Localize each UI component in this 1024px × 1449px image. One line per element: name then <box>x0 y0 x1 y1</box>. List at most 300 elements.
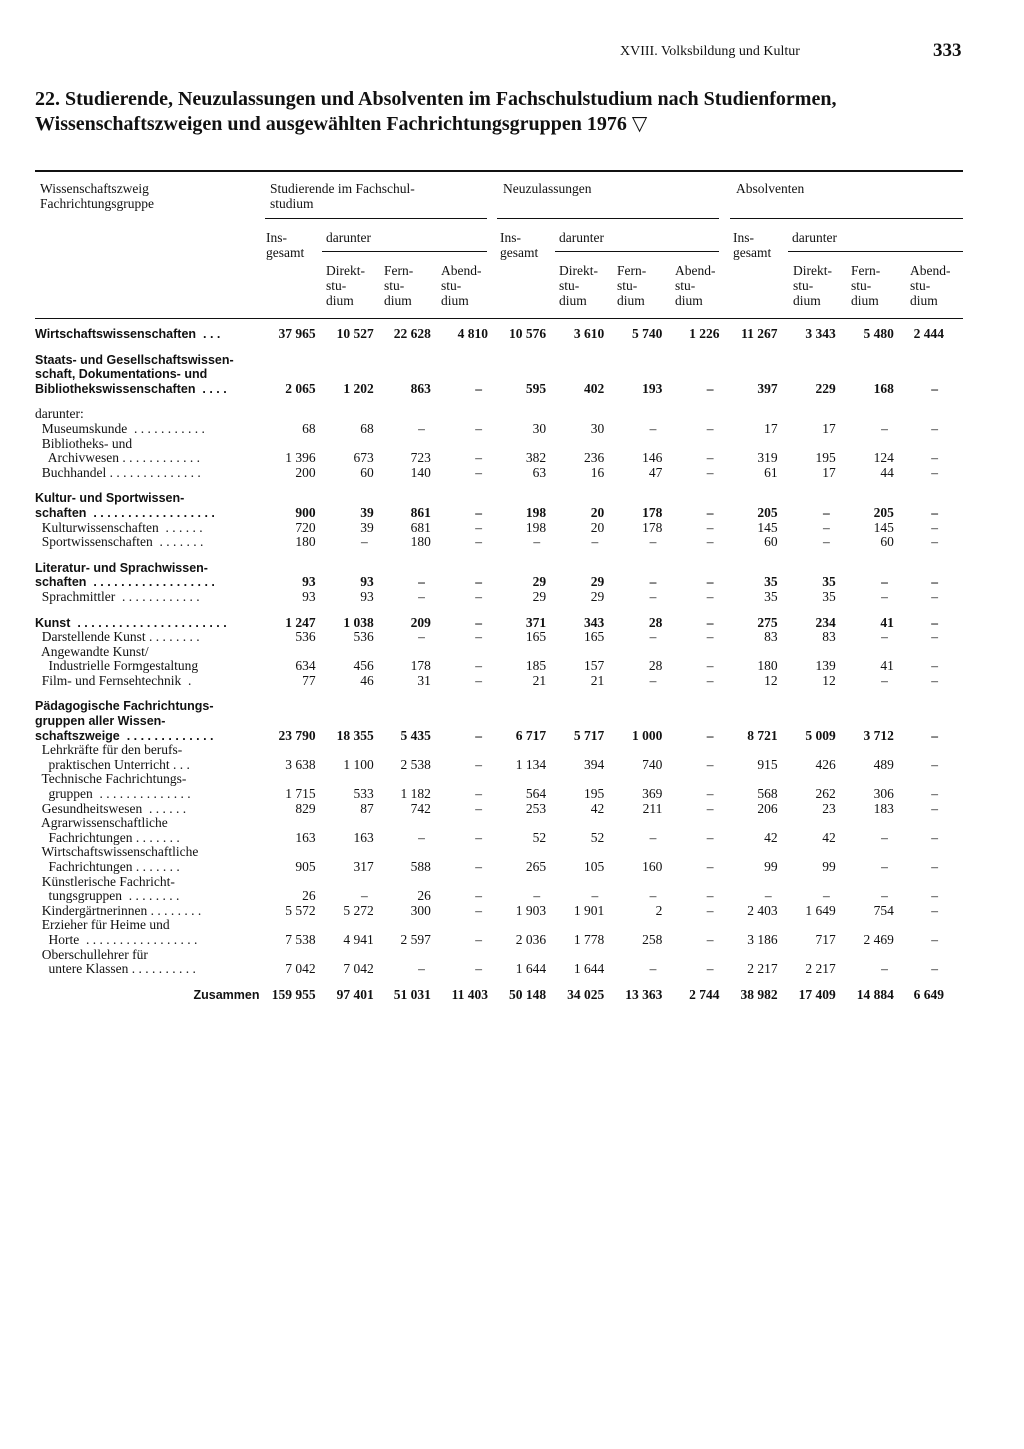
group-row <box>35 367 950 382</box>
table-row <box>35 535 950 550</box>
value-cell <box>668 367 725 382</box>
value-cell: – <box>475 381 482 396</box>
value-cell: – <box>475 728 482 743</box>
table-title-line-1: 22. Studierende, Neuzulassungen und Absolventen im Fachschulstudium nach Studienformen, <box>35 88 837 110</box>
value-cell: – <box>649 421 657 436</box>
value-cell <box>610 845 668 860</box>
value-cell: 28 <box>648 659 663 674</box>
value-cell <box>263 645 321 660</box>
value-cell: 29 <box>590 589 605 604</box>
value-cell: 35 <box>822 589 836 604</box>
insgesamt-line-1: Ins- <box>500 230 521 245</box>
row-label: Kultur- und Sportwissen- <box>35 491 185 506</box>
abend-header <box>675 263 716 308</box>
value-cell: 51 031 <box>393 987 431 1002</box>
value-cell: – <box>706 757 714 772</box>
value-cell: – <box>475 535 482 550</box>
value-cell: 93 <box>360 589 374 604</box>
value-cell: – <box>475 505 482 520</box>
value-cell: – <box>931 673 938 688</box>
value-cell: 21 <box>532 673 547 688</box>
value-cell: – <box>591 889 599 904</box>
value-cell <box>380 437 437 452</box>
value-cell <box>842 561 900 576</box>
value-cell <box>437 491 494 506</box>
value-cell: 265 <box>525 860 547 874</box>
value-cell: 3 343 <box>805 327 836 341</box>
value-cell <box>900 645 950 660</box>
table-row <box>35 743 950 758</box>
value-cell: – <box>931 787 938 802</box>
value-cell <box>725 816 783 831</box>
spacer-row <box>35 480 950 491</box>
value-cell: 236 <box>583 451 605 466</box>
row-label: Wirtschaftswissenschaftliche <box>35 845 199 860</box>
value-cell <box>494 772 552 787</box>
value-cell <box>610 645 668 660</box>
value-cell <box>380 743 437 758</box>
value-cell: – <box>931 801 938 816</box>
row-label: Buchhandel . . . . . . . . . . . . . . <box>35 465 201 480</box>
value-cell: 394 <box>583 757 605 772</box>
value-cell: 2 538 <box>400 757 431 772</box>
value-cell: – <box>931 889 938 904</box>
table-row <box>35 407 950 422</box>
darunter-rule-studierende <box>322 251 487 252</box>
value-cell <box>725 367 783 382</box>
value-cell: 38 982 <box>740 987 778 1002</box>
value-cell <box>322 491 380 506</box>
value-cell: – <box>706 728 714 743</box>
value-cell <box>784 699 842 714</box>
value-cell: 23 790 <box>278 728 316 743</box>
value-cell <box>725 699 783 714</box>
value-cell: 180 <box>410 535 431 550</box>
value-cell: 740 <box>642 757 663 772</box>
value-cell <box>494 714 552 729</box>
value-cell: 2 444 <box>913 327 944 341</box>
table-row <box>35 816 950 831</box>
value-cell: – <box>475 903 482 918</box>
value-cell <box>725 714 783 729</box>
value-cell: 3 186 <box>747 932 778 947</box>
table-row <box>35 845 950 860</box>
value-cell: 2 217 <box>747 962 778 977</box>
table-row <box>35 674 950 689</box>
row-label: darunter: <box>35 407 84 422</box>
value-cell <box>322 816 380 831</box>
table-row <box>35 590 950 605</box>
value-cell: 536 <box>295 630 316 645</box>
row-label: Film- und Fernsehtechnik . <box>35 673 192 688</box>
value-cell: 29 <box>590 575 605 590</box>
value-cell: – <box>706 673 714 688</box>
value-cell: 99 <box>764 860 778 874</box>
value-cell <box>784 816 842 831</box>
abend-line-2: stu- <box>910 278 931 293</box>
value-cell: 178 <box>410 659 431 674</box>
value-cell <box>552 875 610 890</box>
value-cell: 673 <box>353 451 374 466</box>
value-cell: – <box>881 860 888 874</box>
value-cell: – <box>360 535 368 550</box>
table-row <box>35 659 950 674</box>
value-cell: 35 <box>764 575 778 590</box>
fern-line-1: Fern- <box>851 263 881 278</box>
value-cell: 93 <box>302 589 316 604</box>
value-cell <box>900 561 950 576</box>
value-cell: 42 <box>822 830 836 845</box>
value-cell <box>668 561 725 576</box>
value-cell: 1 134 <box>515 757 547 772</box>
value-cell: 456 <box>353 659 374 674</box>
value-cell: 13 363 <box>625 987 663 1002</box>
value-cell <box>380 491 437 506</box>
value-cell <box>552 367 610 382</box>
value-cell <box>494 918 552 933</box>
value-cell: 205 <box>757 505 778 520</box>
value-cell: 2 <box>655 903 663 918</box>
fern-line-2: stu- <box>384 278 405 293</box>
row-label: Gesundheitswesen . . . . . . <box>35 801 187 816</box>
value-cell <box>380 353 437 368</box>
value-cell: – <box>881 673 888 688</box>
value-cell <box>842 367 900 382</box>
spacer-cell <box>35 480 950 491</box>
table-row <box>35 758 950 773</box>
value-cell: 47 <box>648 465 663 480</box>
value-cell <box>900 845 950 860</box>
value-cell: 1 901 <box>573 903 605 918</box>
value-cell: 93 <box>302 575 316 590</box>
value-cell: 198 <box>525 520 547 535</box>
group-rule-studierende <box>265 218 487 219</box>
table-row <box>35 521 950 536</box>
abend-line-1: Abend- <box>441 263 482 278</box>
value-cell: 165 <box>583 630 605 645</box>
value-cell <box>784 714 842 729</box>
value-cell: 77 <box>302 673 316 688</box>
value-cell <box>610 353 668 368</box>
running-title: XVIII. Volksbildung und Kultur <box>620 44 800 59</box>
value-cell <box>494 645 552 660</box>
value-cell <box>668 845 725 860</box>
value-cell: – <box>418 830 425 845</box>
value-cell: 1 644 <box>515 962 547 977</box>
row-label: Erzieher für Heime und <box>35 918 170 933</box>
value-cell <box>668 772 725 787</box>
value-cell: 915 <box>757 757 778 772</box>
value-cell: – <box>475 932 482 947</box>
value-cell: – <box>649 889 657 904</box>
value-cell: 1 100 <box>343 757 374 772</box>
value-cell <box>263 772 321 787</box>
row-label: Lehrkräfte für den berufs- <box>35 743 183 758</box>
value-cell: – <box>931 535 938 550</box>
group-header-absolventen-line-1: Absolventen <box>736 181 805 196</box>
value-cell <box>610 918 668 933</box>
value-cell: 1 182 <box>400 787 431 802</box>
table-title <box>35 87 975 137</box>
value-cell <box>494 437 552 452</box>
value-cell: 28 <box>648 615 663 630</box>
value-cell <box>552 645 610 660</box>
value-cell: 588 <box>410 860 431 874</box>
value-cell: 426 <box>815 757 836 772</box>
value-cell <box>842 491 900 506</box>
value-cell: 68 <box>360 421 374 436</box>
value-cell: 402 <box>583 381 605 396</box>
page-number: 333 <box>933 40 962 61</box>
spacer-row <box>35 396 950 407</box>
value-cell <box>725 743 783 758</box>
value-cell <box>494 491 552 506</box>
value-cell: 52 <box>590 830 605 845</box>
value-cell <box>900 948 950 963</box>
value-cell <box>668 816 725 831</box>
value-cell: 12 <box>764 673 778 688</box>
group-row <box>35 491 950 506</box>
value-cell: 2 744 <box>689 987 720 1002</box>
value-cell <box>322 699 380 714</box>
insgesamt-line-1: Ins- <box>266 230 287 245</box>
row-label: Technische Fachrichtungs- <box>35 772 187 787</box>
value-cell: 262 <box>815 787 836 802</box>
value-cell <box>784 437 842 452</box>
value-cell <box>322 645 380 660</box>
statistics-table-body <box>35 327 950 1002</box>
abend-header <box>910 263 951 308</box>
fern-line-3: dium <box>851 293 879 308</box>
value-cell: 2 403 <box>747 903 778 918</box>
value-cell: 20 <box>590 505 605 520</box>
group-header-studierende-line-2: studium <box>270 196 314 211</box>
statistics-table <box>35 327 950 1002</box>
value-cell <box>725 875 783 890</box>
value-cell: – <box>931 860 938 874</box>
value-cell: 1 715 <box>285 787 316 802</box>
value-cell: 14 884 <box>856 987 894 1002</box>
darunter-header: darunter <box>792 230 837 245</box>
value-cell: 23 <box>822 801 836 816</box>
value-cell: 50 148 <box>508 987 547 1002</box>
darunter-rule-absolventen <box>788 251 963 252</box>
value-cell: – <box>881 421 888 436</box>
value-cell: – <box>706 889 714 904</box>
value-cell: 17 <box>822 465 836 480</box>
value-cell <box>725 353 783 368</box>
value-cell <box>380 918 437 933</box>
value-cell: 533 <box>353 787 374 802</box>
value-cell <box>263 407 321 422</box>
value-cell: – <box>706 615 714 630</box>
value-cell <box>263 875 321 890</box>
fern-line-1: Fern- <box>617 263 647 278</box>
value-cell: – <box>649 589 657 604</box>
group-header-neuzulassungen <box>503 181 591 196</box>
value-cell: 18 355 <box>336 728 374 743</box>
value-cell: 306 <box>873 787 894 802</box>
value-cell <box>263 367 321 382</box>
row-label: Darstellende Kunst . . . . . . . . <box>35 630 200 645</box>
value-cell: – <box>931 589 938 604</box>
value-cell <box>900 491 950 506</box>
value-cell: 42 <box>764 830 778 845</box>
value-cell: – <box>881 630 888 645</box>
value-cell: 29 <box>532 589 547 604</box>
value-cell <box>842 772 900 787</box>
value-cell: 7 538 <box>285 932 316 947</box>
value-cell: 17 <box>764 421 778 436</box>
value-cell <box>784 407 842 422</box>
value-cell: 16 <box>590 465 605 480</box>
value-cell <box>380 645 437 660</box>
value-cell: – <box>881 575 888 590</box>
value-cell: – <box>931 728 938 743</box>
value-cell <box>842 437 900 452</box>
value-cell: 343 <box>583 615 605 630</box>
value-cell: 397 <box>757 381 778 396</box>
value-cell <box>842 645 900 660</box>
value-cell: 253 <box>525 801 547 816</box>
abend-line-3: dium <box>441 293 469 308</box>
value-cell <box>380 948 437 963</box>
value-cell: 29 <box>532 575 547 590</box>
direkt-line-1: Direkt- <box>793 263 832 278</box>
row-label: schaften . . . . . . . . . . . . . . . . . . <box>35 575 215 590</box>
value-cell: 258 <box>642 932 663 947</box>
value-cell <box>380 875 437 890</box>
value-cell <box>263 714 321 729</box>
insgesamt-line-2: gesamt <box>500 245 539 260</box>
insgesamt-header <box>733 230 771 260</box>
value-cell <box>263 437 321 452</box>
value-cell <box>437 875 494 890</box>
stub-header-line-1: Wissenschaftszweig <box>40 181 149 196</box>
value-cell: – <box>649 962 657 977</box>
value-cell <box>725 918 783 933</box>
row-label: Zusammen <box>193 987 260 1002</box>
table-row <box>35 437 950 452</box>
value-cell <box>610 772 668 787</box>
value-cell: 46 <box>360 673 374 688</box>
value-cell <box>610 367 668 382</box>
value-cell <box>784 491 842 506</box>
value-cell: 26 <box>302 889 316 904</box>
value-cell: – <box>706 962 714 977</box>
value-cell: – <box>706 830 714 845</box>
value-cell: – <box>822 520 830 535</box>
spacer-row <box>35 342 950 353</box>
value-cell: – <box>649 575 657 590</box>
value-cell: 681 <box>410 520 431 535</box>
value-cell: – <box>475 801 482 816</box>
value-cell: 140 <box>410 465 431 480</box>
value-cell: 6 717 <box>515 728 547 743</box>
value-cell: 723 <box>410 451 431 466</box>
value-cell: 193 <box>642 381 663 396</box>
value-cell: 21 <box>590 673 605 688</box>
direkt-header <box>326 263 365 308</box>
value-cell: – <box>533 535 541 550</box>
row-label: Oberschullehrer für <box>35 947 148 962</box>
value-cell: – <box>706 505 714 520</box>
group-row <box>35 699 950 714</box>
value-cell: – <box>931 451 938 466</box>
value-cell <box>322 845 380 860</box>
value-cell: 168 <box>873 381 894 396</box>
value-cell: – <box>591 535 599 550</box>
value-cell: – <box>706 630 714 645</box>
value-cell: 11 267 <box>741 327 778 341</box>
value-cell: – <box>475 673 482 688</box>
value-cell: 5 272 <box>343 903 374 918</box>
value-cell: 195 <box>815 451 836 466</box>
value-cell <box>900 437 950 452</box>
value-cell: 200 <box>295 465 316 480</box>
value-cell: 20 <box>590 520 605 535</box>
value-cell <box>668 645 725 660</box>
value-cell: 317 <box>353 860 374 874</box>
value-cell <box>263 948 321 963</box>
value-cell: – <box>475 421 482 436</box>
value-cell: 234 <box>815 615 836 630</box>
value-cell: 1 247 <box>285 615 316 630</box>
value-cell <box>437 645 494 660</box>
table-row <box>35 630 950 645</box>
value-cell: 742 <box>410 801 431 816</box>
value-cell: – <box>706 451 714 466</box>
value-cell <box>322 407 380 422</box>
value-cell <box>322 437 380 452</box>
value-cell: 754 <box>873 903 894 918</box>
value-cell: – <box>475 889 482 904</box>
row-label: Archivwesen . . . . . . . . . . . . <box>35 451 200 466</box>
value-cell: 37 965 <box>278 327 316 341</box>
value-cell: – <box>475 520 482 535</box>
insgesamt-line-2: gesamt <box>266 245 305 260</box>
value-cell <box>784 561 842 576</box>
table-row <box>35 962 950 977</box>
row-label: Fachrichtungen . . . . . . . <box>35 830 180 845</box>
spacer-cell <box>35 550 950 561</box>
value-cell: – <box>881 889 888 904</box>
table-row <box>35 889 950 904</box>
value-cell: 97 401 <box>336 987 374 1002</box>
value-cell <box>900 918 950 933</box>
value-cell: – <box>931 465 938 480</box>
value-cell: 1 644 <box>573 962 605 977</box>
group-row <box>35 506 950 521</box>
value-cell: 60 <box>764 535 778 550</box>
value-cell: 183 <box>873 801 894 816</box>
value-cell: – <box>931 757 938 772</box>
value-cell: 1 202 <box>343 381 374 396</box>
value-cell <box>552 437 610 452</box>
group-row <box>35 616 950 631</box>
value-cell <box>610 875 668 890</box>
row-label: Kindergärtnerinnen . . . . . . . . <box>35 903 202 918</box>
value-cell: – <box>475 465 482 480</box>
value-cell: – <box>475 830 482 845</box>
value-cell: 8 721 <box>747 728 778 743</box>
value-cell <box>900 816 950 831</box>
direkt-line-3: dium <box>559 293 587 308</box>
value-cell: 3 638 <box>285 757 316 772</box>
value-cell: 861 <box>410 505 431 520</box>
value-cell: 60 <box>880 535 894 550</box>
value-cell: 205 <box>873 505 894 520</box>
